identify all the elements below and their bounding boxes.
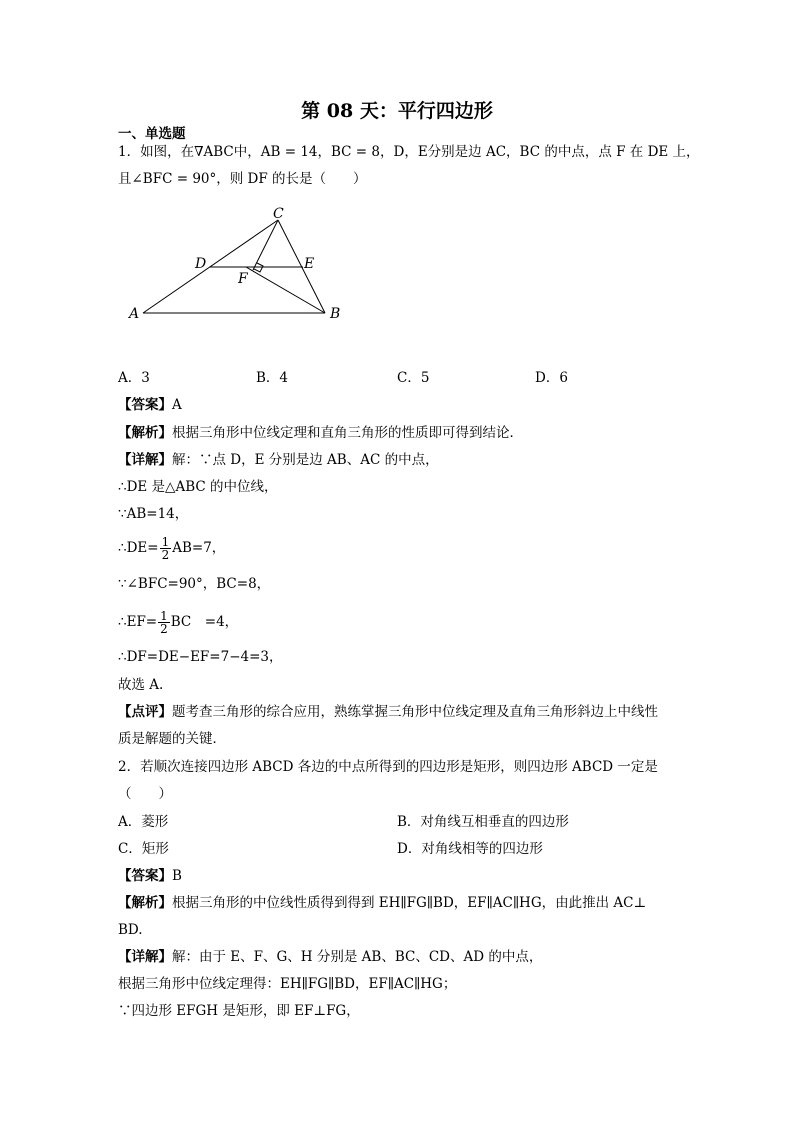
label-f: F [238,271,248,287]
segment-cf [253,220,278,270]
q2-analysis-line1 [118,893,646,913]
q1-comment-line2: 质是解题的关键． [118,731,226,747]
fraction-denominator: 2 [160,622,168,636]
q2-option-d: D．对角线相等的四边形 [397,841,543,857]
answer-value: B [172,868,182,884]
q2-detail [118,947,542,967]
step-3-lhs: ∴DE= [118,540,159,556]
label-d: D [195,256,207,272]
q1-option-c: C．5 [397,370,430,386]
q1-comment-line1 [118,702,658,722]
q2-step-2: ∵四边形 EFGH 是矩形，即 EF⊥FG， [118,1003,360,1019]
fraction-half [158,610,170,635]
page-title: 第 08 天：平行四边形 [301,100,493,122]
step-5-lhs: ∴EF= [118,614,158,630]
q2-stem-line2: （ ） [118,786,172,802]
q1-stem-line2: 且∠BFC = 90°，则 DF 的长是（ ） [118,171,367,187]
q1-stem-line1: 1．如图，在∇ABC中，AB = 14，BC = 8，D，E分别是边 AC，BC 的中点，点 F 在 DE 上， [118,144,700,160]
q1-step-6: ∴DF=DE−EF=7−4=3， [118,649,283,665]
label-b: B [330,306,341,322]
q2-step-1: 根据三角形中位线定理得：EH∥FG∥BD，EF∥AC∥HG； [118,976,457,992]
q1-step-2: ∵AB=14， [118,506,189,522]
section-heading: 一、单选题 [118,126,186,142]
comment-text: 题考查三角形的综合应用，熟练掌握三角形中位线定理及直角三角形斜边上中线性 [172,704,658,720]
label-e: E [304,256,315,272]
label-a: A [129,306,140,322]
analysis-text: 根据三角形中位线定理和直角三角形的性质即可得到结论． [172,425,523,441]
fraction-half [160,536,172,561]
analysis-tag: 【解析】 [118,895,172,911]
q2-option-a: A．菱形 [118,814,169,830]
q1-step-3 [118,536,225,561]
fraction-numerator: 1 [160,609,168,623]
detail-tag: 【详解】 [118,949,172,965]
fraction-denominator: 2 [161,548,170,562]
q1-answer [118,395,182,415]
q2-stem-line1: 2．若顺次连接四边形 ABCD 各边的中点所得到的四边形是矩形，则四边形 ABCD 一定是 [118,759,658,775]
q2-answer [118,866,182,886]
answer-tag: 【答案】 [118,397,172,413]
q2-analysis-line2: BD. [118,922,143,938]
analysis-text: 根据三角形的中位线性质得到得到 EH∥FG∥BD，EF∥AC∥HG，由此推出 AC⊥ [172,895,647,911]
fraction-numerator: 1 [161,535,170,549]
analysis-tag: 【解析】 [118,425,172,441]
step-5-rhs: BC =4， [170,614,239,630]
detail-text: 解：∵点 D，E 分别是边 AB、AC 的中点， [172,452,439,468]
q1-option-d: D．6 [535,370,568,386]
q1-analysis [118,423,523,443]
q1-triangle-figure [118,198,358,328]
q2-option-b: B．对角线互相垂直的四边形 [397,814,569,830]
q1-step-7: 故选 A. [118,677,164,693]
comment-tag: 【点评】 [118,704,172,720]
q1-step-1: ∴DE 是△ABC 的中位线， [118,479,278,495]
q1-option-a: A．3 [118,370,150,386]
q2-option-c: C．矩形 [118,841,169,857]
label-c: C [273,206,284,222]
q1-option-b: B．4 [256,370,289,386]
q1-detail [118,450,439,470]
q1-step-5 [118,610,238,635]
answer-tag: 【答案】 [118,868,172,884]
q1-step-4: ∵∠BFC=90°，BC=8， [118,576,271,592]
detail-text: 解：由于 E、F、G、H 分别是 AB、BC、CD、AD 的中点， [172,949,543,965]
step-3-rhs: AB=7， [172,540,226,556]
answer-value: A [172,397,182,413]
detail-tag: 【详解】 [118,452,172,468]
